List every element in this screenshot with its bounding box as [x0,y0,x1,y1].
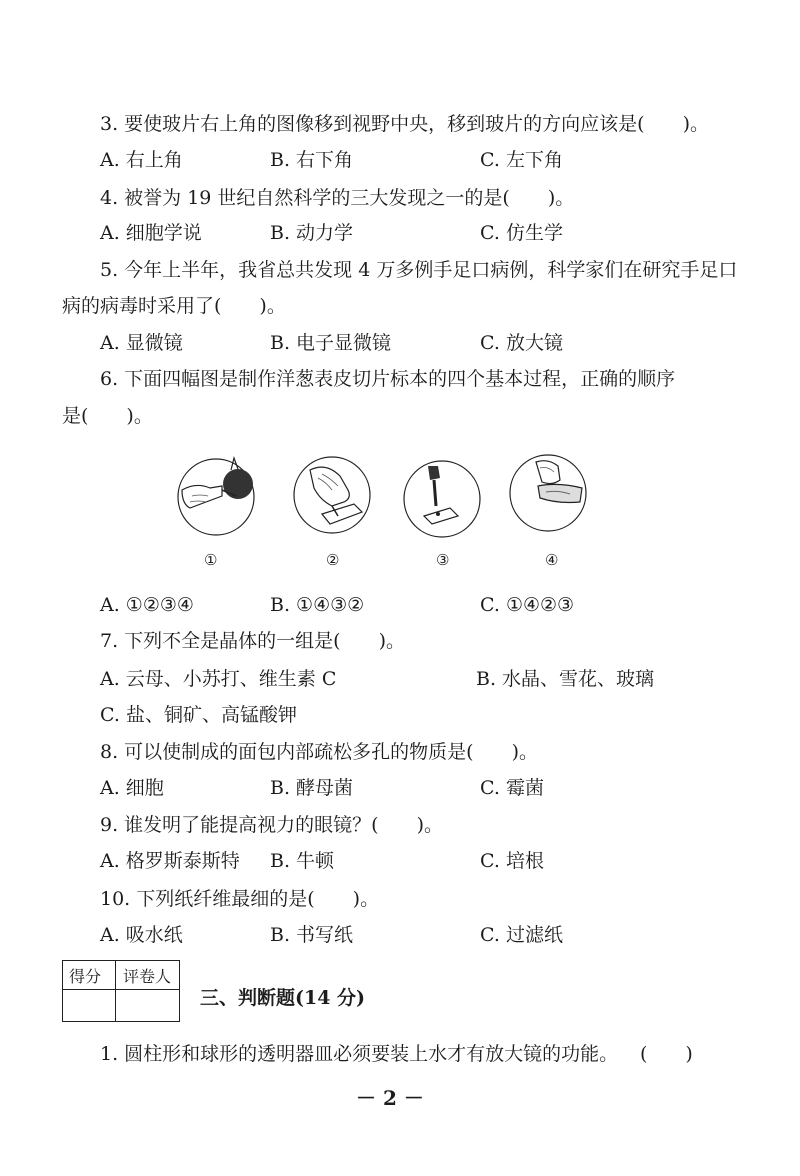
q6-figure-3 [402,458,482,540]
q6-option-c: C. ①④②③ [480,594,575,616]
q8-option-c: C. 霉菌 [480,777,544,799]
hand-icon [428,466,440,480]
score-header: 得分 [69,967,102,986]
q4-option-b: B. 动力学 [270,222,354,244]
q10-option-a: A. 吸水纸 [100,924,183,946]
q8-option-b: B. 酵母菌 [270,777,354,799]
q10-stem: 10. 下列纸纤维最细的是( )。 [100,888,380,910]
section-3-q1-bracket: ( ) [640,1043,693,1065]
q6-figure-4-label: ④ [545,551,559,569]
q5-option-b: B. 电子显微镜 [270,332,392,354]
q6-option-b: B. ①④③② [270,594,365,616]
q9-stem: 9. 谁发明了能提高视力的眼镜？( )。 [100,814,443,836]
dropper-icon [434,480,436,506]
q5-stem-line2: 病的病毒时采用了( )。 [62,295,286,317]
q5-stem-line1: 5. 今年上半年，我省总共发现 4 万多例手足口病例，科学家们在研究手足口 [100,259,738,281]
hand-icon [536,461,560,484]
q6-figure-1-label: ① [204,551,218,569]
q7-option-c: C. 盐、铜矿、高锰酸钾 [100,704,297,726]
page-number: － 2 － [356,1086,424,1110]
q3-option-c: C. 左下角 [480,149,563,171]
q5-option-a: A. 显微镜 [100,332,183,354]
slide-icon [322,504,362,524]
q6-stem-line1: 6. 下面四幅图是制作洋葱表皮切片标本的四个基本过程，正确的顺序 [100,368,676,390]
q10-option-c: C. 过滤纸 [480,924,563,946]
q4-option-c: C. 仿生学 [480,222,563,244]
q8-option-a: A. 细胞 [100,777,164,799]
q9-option-c: C. 培根 [480,850,544,872]
q8-stem: 8. 可以使制成的面包内部疏松多孔的物质是( )。 [100,741,538,763]
q3-option-a: A. 右上角 [100,149,183,171]
q3-stem: 3. 要使玻片右上角的图像移到视野中央，移到玻片的方向应该是( )。 [100,113,709,135]
onion-icon [223,469,253,499]
q6-stem-line2: 是( )。 [62,405,153,427]
q6-figure-2 [292,454,372,536]
q5-option-c: C. 放大镜 [480,332,563,354]
hand-icon [182,485,222,508]
q4-stem: 4. 被誉为 19 世纪自然科学的三大发现之一的是( )。 [100,187,575,209]
q7-option-b: B. 水晶、雪花、玻璃 [476,668,655,690]
q6-figure-2-label: ② [326,551,340,569]
q7-stem: 7. 下列不全是晶体的一组是( )。 [100,630,405,652]
section-3-q1: 1. 圆柱形和球形的透明器皿必须要装上水才有放大镜的功能。 [100,1043,619,1065]
q6-option-a: A. ①②③④ [100,594,194,616]
q4-option-a: A. 细胞学说 [100,222,202,244]
q9-option-a: A. 格罗斯泰斯特 [100,850,240,872]
grader-header: 评卷人 [123,967,172,986]
q6-figure-1 [176,456,256,538]
q7-option-a: A. 云母、小苏打、维生素 C [100,668,337,690]
score-table [62,960,180,1022]
slide-icon [538,484,582,502]
q3-option-b: B. 右下角 [270,149,354,171]
q6-figure-3-label: ③ [436,551,450,569]
slide-icon [424,508,458,524]
q6-figure-4 [508,452,588,534]
figure-circle [404,461,480,537]
q9-option-b: B. 牛顿 [270,850,335,872]
q10-option-b: B. 书写纸 [270,924,354,946]
section-3-title: 三、判断题(14 分) [200,987,366,1009]
